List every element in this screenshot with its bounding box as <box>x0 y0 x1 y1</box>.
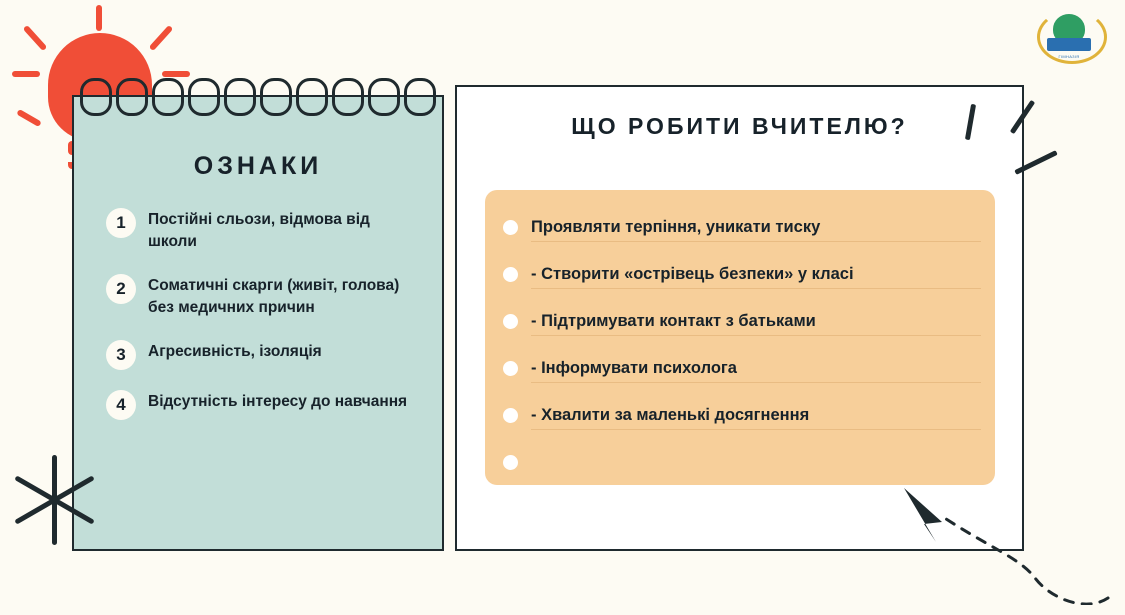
logo-caption: ГІМНАЗІЯ <box>1058 54 1080 59</box>
spiral-ring <box>224 78 256 116</box>
spiral-ring <box>404 78 436 116</box>
rule-line <box>531 288 981 289</box>
list-item-number: 3 <box>106 340 136 370</box>
school-emblem-logo <box>1031 6 1107 68</box>
teacher-actions-title: ЩО РОБИТИ ВЧИТЕЛЮ? <box>571 113 908 139</box>
list-item-label: - Хвалити за маленькі досягнення <box>531 406 810 424</box>
lightbulb-ray <box>23 25 48 51</box>
list-item <box>503 298 981 345</box>
bullet-icon <box>503 220 518 235</box>
list-item-label: Агресивність, ізоляція <box>148 342 322 360</box>
rule-line <box>531 382 981 383</box>
spiral-ring <box>152 78 184 116</box>
teacher-actions-box <box>485 190 995 485</box>
signs-card <box>72 95 444 551</box>
bullet-icon <box>503 314 518 329</box>
star-doodle <box>10 455 100 545</box>
notebook-spiral-binding <box>74 78 442 110</box>
list-item-number: 4 <box>106 390 136 420</box>
spiral-ring <box>116 78 148 116</box>
list-item-label: Проявляти терпіння, уникати тиску <box>531 218 821 236</box>
signs-list <box>106 209 416 441</box>
list-item-number: 2 <box>106 274 136 304</box>
spiral-ring <box>368 78 400 116</box>
spiral-ring <box>188 78 220 116</box>
bullet-icon <box>503 408 518 423</box>
bullet-icon <box>503 361 518 376</box>
list-item <box>503 392 981 439</box>
list-item <box>106 275 416 320</box>
list-item-label: Постійні сльози, відмова від школи <box>148 211 370 251</box>
spiral-ring <box>332 78 364 116</box>
list-item <box>106 341 416 370</box>
list-item <box>106 391 416 420</box>
rule-line <box>531 241 981 242</box>
list-item <box>503 345 981 392</box>
lightbulb-ray <box>96 5 102 31</box>
teacher-actions-list <box>503 204 981 486</box>
lightbulb-ray <box>162 71 190 77</box>
list-item-label: Соматичні скарги (живіт, голова) без медичних причин <box>148 276 400 317</box>
list-item-label: Відсутність інтересу до навчання <box>148 392 408 410</box>
list-item-label: - Створити «острівець безпеки» у класі <box>531 265 854 283</box>
list-item <box>503 251 981 298</box>
lightbulb-ray <box>12 71 40 77</box>
spiral-ring <box>260 78 292 116</box>
spiral-ring <box>296 78 328 116</box>
signs-title: ОЗНАКИ <box>193 152 323 180</box>
rule-line <box>531 335 981 336</box>
bullet-icon <box>503 455 518 470</box>
list-item <box>106 209 416 254</box>
dashed-arrow-doodle <box>880 470 1110 605</box>
list-item-number: 1 <box>106 208 136 238</box>
lightbulb-ray <box>149 25 174 51</box>
list-item-label: - Підтримувати контакт з батьками <box>531 312 816 330</box>
list-item <box>503 204 981 251</box>
spiral-ring <box>80 78 112 116</box>
bullet-icon <box>503 267 518 282</box>
list-item-label: - Інформувати психолога <box>531 359 737 377</box>
lightbulb-ray <box>16 109 42 127</box>
book-icon <box>1047 38 1091 51</box>
rule-line <box>531 429 981 430</box>
